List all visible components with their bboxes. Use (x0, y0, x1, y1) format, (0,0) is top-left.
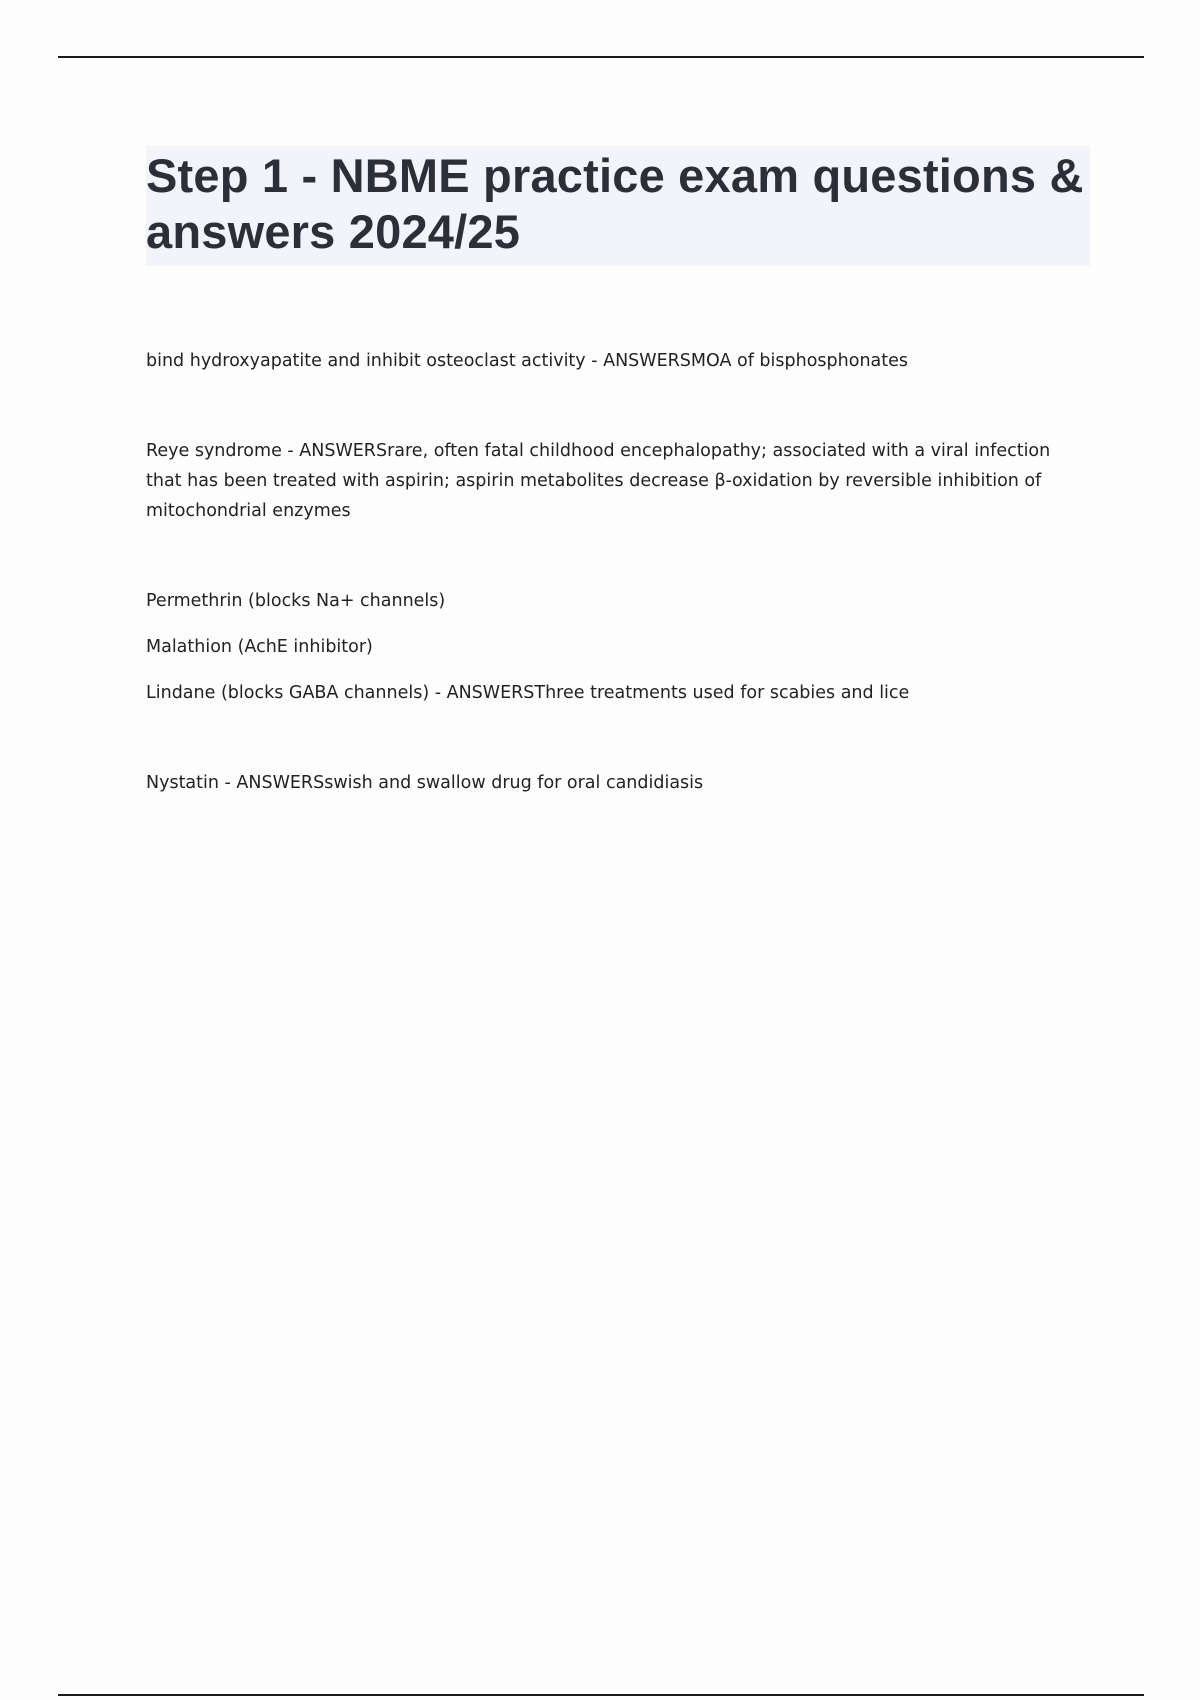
qa-entry-scabies-lice (146, 586, 1090, 708)
qa-entry-line: Permethrin (blocks Na+ channels) (146, 591, 446, 611)
document-body (146, 146, 1090, 798)
qa-entry-line: Malathion (AchE inhibitor) (146, 637, 373, 657)
qa-entry-text: bind hydroxyapatite and inhibit osteoclast activity - ANSWERSMOA of bisphosphonates (146, 351, 909, 371)
top-rule (58, 56, 1144, 58)
document-title: Step 1 - NBME practice exam questions & answers 2024/25 (146, 149, 1084, 258)
qa-entry-text: Reye syndrome - ANSWERSrare, often fatal childhood encephalopathy; associated with a viral infection that has been treated with aspirin; aspirin metabolites decrease β-oxidation by reversible inhibition of mitochondrial enzymes (146, 441, 1051, 521)
qa-entry-reye-syndrome (146, 436, 1090, 526)
bottom-rule (58, 1694, 1144, 1696)
title-banner (146, 146, 1090, 266)
qa-entry-bisphosphonates (146, 346, 1090, 376)
qa-entry-nystatin (146, 768, 1090, 798)
qa-list (146, 346, 1090, 798)
qa-entry-text: Nystatin - ANSWERSswish and swallow drug for oral candidiasis (146, 773, 704, 793)
qa-entry-line: Lindane (blocks GABA channels) - ANSWERSThree treatments used for scabies and lice (146, 683, 910, 703)
